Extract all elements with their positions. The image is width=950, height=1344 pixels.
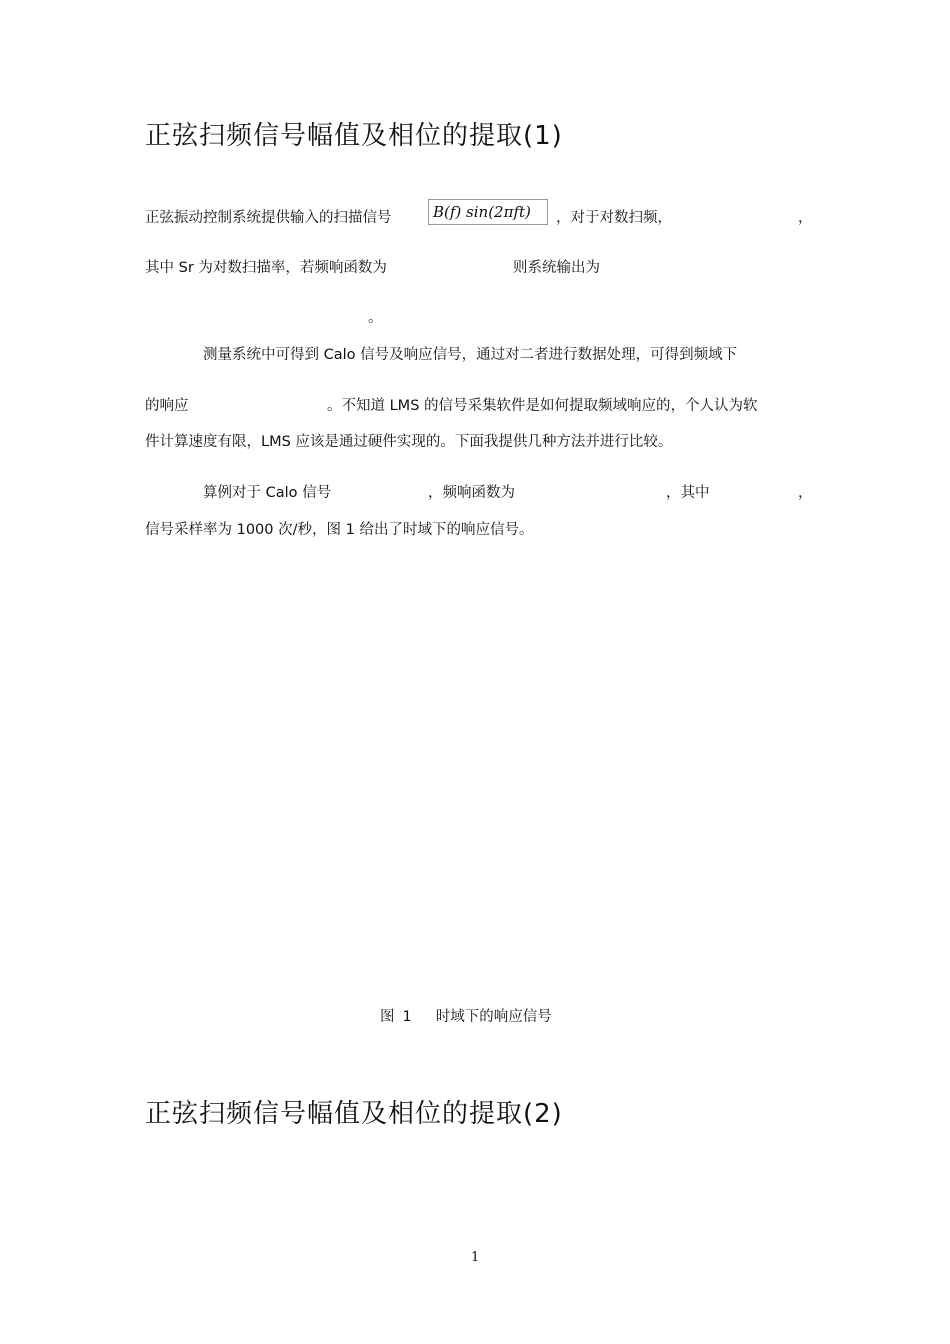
- paragraph3-line1-d: ，: [798, 485, 813, 501]
- paragraph3-line1-c: ，其中: [666, 485, 710, 501]
- paragraph1-line2-b: 则系统输出为: [513, 260, 600, 276]
- figure-caption-text: 时域下的响应信号: [435, 1009, 552, 1025]
- paragraph3-line1-a: 算例对于 Calo 信号: [203, 485, 332, 501]
- paragraph2-line3: 件计算速度有限，LMS 应该是通过硬件实现的。下面我提供几种方法并进行比较。: [145, 434, 673, 450]
- figure-label: 图: [380, 1009, 395, 1025]
- figure-number: 1: [402, 1009, 412, 1025]
- paragraph2-line2-b: 。不知道 LMS 的信号采集软件是如何提取频域响应的，个人认为软: [327, 398, 758, 414]
- paragraph1-line2-a: 其中 Sr 为对数扫描率，若频响函数为: [145, 260, 387, 276]
- figure-1-caption: [380, 1005, 552, 1026]
- formula-image: B(f) sin(2πft): [428, 199, 548, 225]
- paragraph1-line3: 。: [368, 310, 383, 326]
- paragraph1-line1-end: ，: [798, 210, 813, 226]
- figure-1-area: [145, 560, 805, 980]
- paragraph3-line1-b: ，频响函数为: [428, 485, 515, 501]
- paragraph2-line2-a: 的响应: [145, 398, 189, 414]
- page-number: 1: [471, 1250, 480, 1265]
- paragraph1-line1-suffix: ，对于对数扫频，: [556, 210, 672, 226]
- paragraph3-line2: 信号采样率为 1000 次/秒，图 1 给出了时域下的响应信号。: [145, 522, 534, 538]
- paragraph1-line1-prefix: 正弦振动控制系统提供输入的扫描信号: [145, 210, 392, 226]
- section-title-2: 正弦扫频信号幅值及相位的提取(2): [145, 1099, 563, 1129]
- section-title-1: 正弦扫频信号幅值及相位的提取(1): [145, 121, 563, 151]
- paragraph2-line1: 测量系统中可得到 Calo 信号及响应信号，通过对二者进行数据处理，可得到频域下: [203, 347, 738, 363]
